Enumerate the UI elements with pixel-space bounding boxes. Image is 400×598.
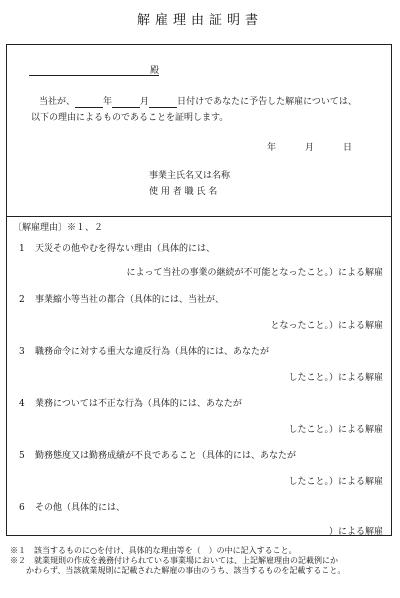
footnotes bbox=[10, 546, 395, 576]
issue-date-year: 年 bbox=[267, 143, 277, 153]
statement-line-2: 以下の理由によるものであることを証明します。 bbox=[31, 113, 229, 123]
reason-text: 事業縮小等当社の都合（具体的には、当社が、 bbox=[35, 295, 225, 305]
month-blank[interactable] bbox=[112, 98, 140, 108]
footnote-2-line-2: かわらず、当該就業規則に記載された解雇の事由のうち、該当するものを記載すること。 bbox=[26, 566, 346, 575]
section-divider bbox=[7, 216, 391, 217]
reason-continuation: したこと。）による解雇 bbox=[288, 477, 383, 487]
issue-date-day: 日 bbox=[343, 143, 353, 153]
reason-text: 天災その他やむを得ない理由（具体的には、 bbox=[35, 244, 216, 254]
footnote-2-line-1: ※２ 就業規則の作成を義務付けられている事業場においては、上記解雇理由の記載例にか bbox=[10, 556, 338, 565]
reason-continuation: によって当社の事業の継続が不可能となったこと。）による解雇 bbox=[126, 268, 383, 278]
reason-text: 職務命令に対する重大な違反行為（具体的には、あなたが bbox=[35, 347, 270, 357]
reason-number[interactable]: 5 bbox=[19, 451, 25, 461]
issue-date-month: 月 bbox=[305, 143, 315, 153]
day-label: 日 bbox=[177, 97, 187, 107]
year-label: 年 bbox=[103, 97, 113, 107]
day-blank[interactable] bbox=[149, 98, 177, 108]
reason-continuation: したこと。）による解雇 bbox=[288, 425, 383, 435]
reason-number[interactable]: 4 bbox=[19, 399, 25, 409]
reason-continuation: したこと。）による解雇 bbox=[288, 373, 383, 383]
employer-label: 事業主氏名又は名称 bbox=[149, 171, 231, 181]
reason-continuation: となったこと。）による解雇 bbox=[270, 321, 383, 331]
reason-number[interactable]: 3 bbox=[19, 347, 25, 357]
year-blank[interactable] bbox=[75, 98, 103, 108]
footnote-1: ※１ 該当するものに○を付け、具体的な理由等を（ ）の中に記入すること。 bbox=[10, 546, 297, 555]
reason-text: 勤務態度又は勤務成績が不良であること（具体的には、あなたが bbox=[35, 451, 297, 461]
document-title: 解雇理由証明書 bbox=[136, 13, 263, 28]
reasons-heading: 〔解雇理由〕※１、２ bbox=[13, 223, 104, 233]
reason-continuation: ）による解雇 bbox=[328, 527, 383, 537]
certificate-frame bbox=[6, 44, 392, 536]
statement-suffix: 付けであなたに予告した解雇については、 bbox=[186, 97, 357, 107]
reason-text: その他（具体的には、 bbox=[35, 503, 126, 513]
reason-text: 業務については不正な行為（具体的には、あなたが bbox=[35, 399, 242, 409]
statement-line-1 bbox=[39, 97, 357, 108]
reason-number[interactable]: 2 bbox=[19, 295, 25, 305]
reason-number[interactable]: 6 bbox=[19, 503, 25, 513]
statement-prefix: 当社が、 bbox=[39, 97, 76, 107]
employer-title-label: 使 用 者 職 氏 名 bbox=[149, 187, 218, 197]
addressee-suffix: 殿 bbox=[150, 66, 160, 76]
month-label: 月 bbox=[140, 97, 150, 107]
addressee-blank[interactable] bbox=[29, 75, 159, 76]
reason-number[interactable]: 1 bbox=[19, 244, 25, 254]
